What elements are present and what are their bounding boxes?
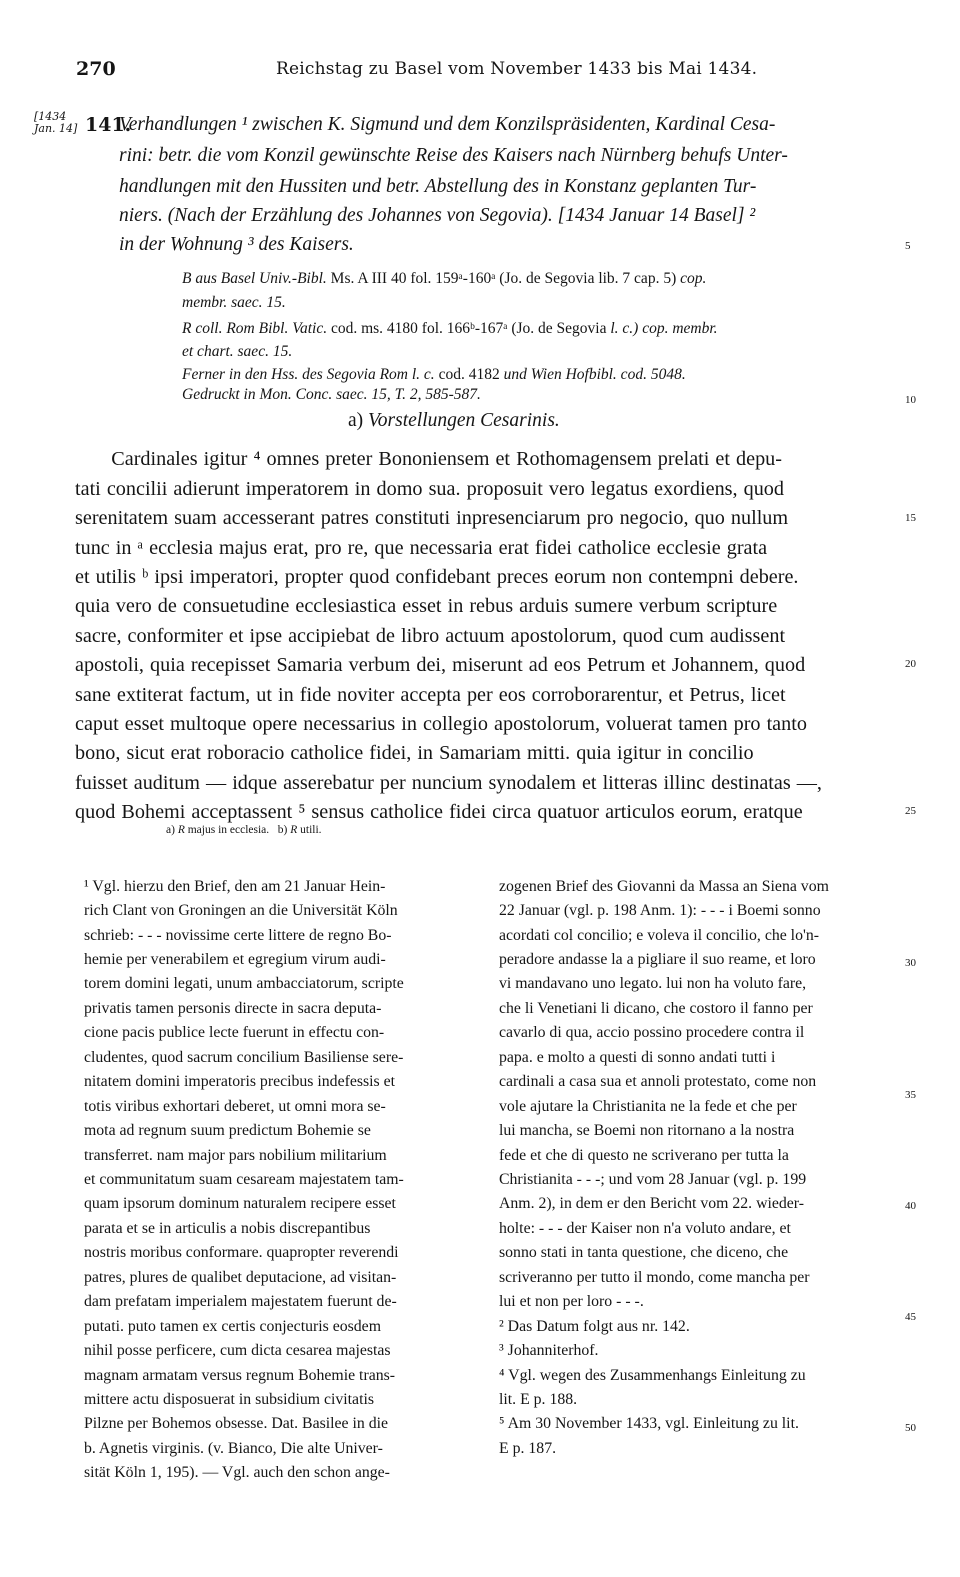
line-number: 20 — [905, 658, 916, 670]
footnote-line: lui et non per loro - - -. — [499, 1293, 644, 1310]
source-siglum: Ferner in den Hss. des Segovia Rom l. c. — [182, 366, 435, 383]
footnote-line: b. Agnetis virginis. (v. Bianco, Die alte Univer- — [84, 1440, 383, 1457]
footnote-line: acordati col concilio; e voleva il concilio, che lo'n- — [499, 927, 819, 944]
body-line: sane extiterat factum, ut in fide noviter accepta per eos corroborarentur, et Petrus, licet — [75, 684, 786, 706]
source-line — [182, 386, 481, 404]
footnote-line: mota ad regnum suum predictum Bohemie se — [84, 1122, 371, 1139]
footnote-line: cavarlo di qua, accio possino procedere contra il — [499, 1024, 805, 1041]
footnote-line: ² Das Datum folgt aus nr. 142. — [499, 1318, 690, 1335]
source-tail: l. c.) cop. membr. — [610, 320, 718, 337]
headline-line: handlungen mit den Hussiten und betr. Abstellung des in Konstanz geplanten Tur- — [119, 176, 757, 197]
footnote-line: cardinali a casa sua et annoli protestato, come non — [499, 1073, 817, 1090]
footnote-line: 22 Januar (vgl. p. 198 Anm. 1): - - - i Boemi sonno — [499, 902, 821, 919]
body-line: caput esset multoque opere necessarius in collegio apostolorum, voluerat tamen pro tanto — [75, 713, 807, 735]
footnote-line: lui mancha, se Boemi non ritornano a la nostra — [499, 1122, 795, 1139]
footnote-line: lit. E p. 188. — [499, 1391, 578, 1408]
footnote-line: che li Venetiani li dicano, che costoro il fanno per — [499, 1000, 813, 1017]
footnote-line: scriveranno per tutto il mondo, come mancha per — [499, 1269, 810, 1286]
footnote-line: dam prefatam imperialem majestatem fuerunt de- — [84, 1293, 397, 1310]
section-letter: a) — [348, 410, 364, 431]
source-siglum: B aus Basel Univ.-Bibl. — [182, 270, 327, 287]
footnote-line: cione pacis publice lecte fuerunt in effectu con- — [84, 1024, 385, 1041]
body-line: fuisset auditum — idque asserebatur per nuncium synodalem et litteras illinc destinatas —, — [75, 772, 822, 794]
headline-line: Verhandlungen ¹ zwischen K. Sigmund und dem Konzilspräsidenten, Kardinal Cesa- — [119, 114, 776, 135]
section-title: Vorstellungen Cesarinis. — [368, 410, 560, 431]
running-title: Reichstag zu Basel vom November 1433 bis Mai 1434. — [276, 59, 758, 79]
footnote-line: torem domini legati, unum ambacciatorum, scripte — [84, 975, 404, 992]
footnote-line: ⁵ Am 30 November 1433, vgl. Einleitung zu lit. — [499, 1415, 799, 1432]
source-siglum: membr. saec. 15. — [182, 294, 286, 311]
source-siglum: et chart. saec. 15. — [182, 343, 293, 360]
source-line — [182, 270, 706, 288]
footnote-line: nitatem domini imperatoris precibus indefessis et — [84, 1073, 396, 1090]
source-siglum: Gedruckt in Mon. Conc. saec. 15, T. 2, 585-587. — [182, 386, 481, 403]
footnote-line: mittere actu disposuerat in subsidium civitatis — [84, 1391, 374, 1408]
variant-b-text: utili. — [297, 824, 322, 836]
footnote-line: zogenen Brief des Giovanni da Massa an Siena vom — [499, 878, 829, 895]
line-number: 35 — [905, 1089, 916, 1101]
line-number: 45 — [905, 1311, 916, 1323]
headline-line: niers. (Nach der Erzählung des Johannes von Segovia). [1434 Januar 14 Basel] ² — [119, 205, 756, 226]
line-number: 40 — [905, 1200, 916, 1212]
footnote-line: E p. 187. — [499, 1440, 557, 1457]
body-line: sacre, conformiter et ipse accipiebat de libro actuum apostolorum, quod cum audissent — [75, 625, 786, 647]
footnote-line: privatis tamen personis directe in sacra deputa- — [84, 1000, 382, 1017]
source-line — [182, 366, 686, 384]
footnote-line: ³ Johanniterhof. — [499, 1342, 599, 1359]
footnote-line: schrieb: - - - novissime certe littere de regno Bo- — [84, 927, 392, 944]
variant-notes — [166, 824, 322, 836]
footnote-line: quam ipsorum dominum naturalem recipere esset — [84, 1195, 396, 1212]
variant-b-siglum: R — [290, 824, 298, 836]
source-line — [182, 294, 286, 312]
footnote-line: vi mandavano uno legato. lui non ha voluto fare, — [499, 975, 807, 992]
line-number: 30 — [905, 957, 916, 969]
variant-a-text: majus in ecclesia. — [184, 824, 270, 836]
body-line: bono, sicut erat roboracio catholice fidei, in Samariam mitti. quia igitur in concilio — [75, 742, 754, 764]
body-line: tunc in ᵃ ecclesia majus erat, pro re, que necessaria erat fidei catholice ecclesie grata — [75, 537, 768, 559]
body-line: Cardinales igitur ⁴ omnes preter Bononiensem et Rothomagensem prelati et depu- — [75, 448, 782, 470]
margin-date-day: Jan. 14] — [34, 122, 78, 135]
footnote-line: parata et se in articulis a nobis discrepantibus — [84, 1220, 371, 1237]
body-line: et utilis ᵇ ipsi imperatori, propter quod confidebant preces eorum non contempni debere. — [75, 566, 799, 588]
footnote-line: transferret. nam major pars nobilium militarium — [84, 1147, 387, 1164]
footnote-line: papa. e molto a questi di sonno andati tutti i — [499, 1049, 776, 1066]
body-line: apostoli, quia recepisset Samaria verbum dei, miserunt ad eos Petrum et Johannem, quod — [75, 654, 806, 676]
source-detail: cod. 4182 — [434, 366, 504, 383]
footnote-line: patres, plures de qualibet deputacione, ad visitan- — [84, 1269, 397, 1286]
source-line — [182, 343, 292, 361]
footnote-line: totis viribus exhortari deberet, ut omni mora se- — [84, 1098, 386, 1115]
headline-line: rini: betr. die vom Konzil gewünschte Reise des Kaisers nach Nürnberg behufs Unter- — [119, 145, 788, 166]
footnote-line: sität Köln 1, 195). — Vgl. auch den schon ange- — [84, 1464, 390, 1481]
footnote-line: hemie per venerabilem et egregium virum audi- — [84, 951, 386, 968]
footnote-line: nostris moribus conformare. quapropter reverendi — [84, 1244, 399, 1261]
source-detail: Ms. A III 40 fol. 159ᵃ-160ᵃ (Jo. de Segovia lib. 7 cap. 5) — [326, 270, 681, 287]
variant-b-label: b) — [277, 824, 288, 836]
footnote-line: ¹ Vgl. hierzu den Brief, den am 21 Januar Hein- — [84, 878, 386, 895]
footnote-line: cludentes, quod sacrum concilium Basiliense sere- — [84, 1049, 404, 1066]
body-line: tati concilii adierunt imperatorem in domo sua. proposuit vero legatus exordiens, quod — [75, 478, 784, 500]
footnote-line: putati. puto tamen ex certis conjecturis eosdem — [84, 1318, 381, 1335]
source-siglum: R coll. Rom Bibl. Vatic. — [182, 320, 328, 337]
source-detail: cod. ms. 4180 fol. 166ᵇ-167ᵃ (Jo. de Segovia — [327, 320, 611, 337]
footnote-line: Anm. 2), in dem er den Bericht vom 22. wieder- — [499, 1195, 805, 1212]
line-number: 50 — [905, 1422, 916, 1434]
footnote-line: Christianita - - -; und vom 28 Januar (vgl. p. 199 — [499, 1171, 807, 1188]
page-header — [76, 58, 896, 82]
footnote-line: sonno stati in tanta questione, che diceno, che — [499, 1244, 789, 1261]
source-tail: cop. — [680, 270, 707, 287]
footnote-line: ⁴ Vgl. wegen des Zusammenhangs Einleitung zu — [499, 1367, 806, 1384]
body-line: quod Bohemi acceptassent ⁵ sensus catholice fidei circa quatuor articulos eorum, eratque — [75, 801, 803, 823]
footnote-line: vole ajutare la Christianita ne la fede et che per — [499, 1098, 797, 1115]
variant-a-siglum: R — [177, 824, 185, 836]
headline-line: in der Wohnung ³ des Kaisers. — [119, 234, 354, 255]
entry-number: 141. — [85, 114, 132, 136]
source-tail: und Wien Hofbibl. cod. 5048. — [503, 366, 686, 383]
footnote-line: peradore andasse la a pigliare il suo reame, et loro — [499, 951, 816, 968]
line-number: 15 — [905, 512, 916, 524]
line-number: 5 — [905, 240, 911, 252]
footnote-line: et communitatum suam cesaream majestatem tam- — [84, 1171, 404, 1188]
footnote-line: Pilzne per Bohemos obsesse. Dat. Basilee in die — [84, 1415, 389, 1432]
footnote-line: fede et che di questo ne scriverano per tutta la — [499, 1147, 789, 1164]
body-line: quia vero de consuetudine ecclesiastica esset in rebus arduis sumere verbum scripture — [75, 595, 778, 617]
source-line — [182, 320, 718, 338]
body-line: serenitatem suam accesserant patres constituti inpresenciarum pro negocio, quo nullum — [75, 507, 789, 529]
section-heading — [348, 410, 560, 432]
margin-date — [34, 111, 77, 135]
footnote-line: holte: - - - der Kaiser non n'a voluto andare, et — [499, 1220, 791, 1237]
footnote-line: magnam armatam versus regnum Bohemie trans- — [84, 1367, 396, 1384]
line-number: 25 — [905, 805, 916, 817]
margin-date-year: [1434 — [34, 110, 67, 123]
variant-a-label: a) — [166, 824, 175, 836]
page-number: 270 — [76, 58, 116, 80]
line-number: 10 — [905, 394, 916, 406]
footnote-line: rich Clant von Groningen an die Universität Köln — [84, 902, 398, 919]
footnote-line: nihil posse perficere, cum dicta cesarea majestas — [84, 1342, 391, 1359]
